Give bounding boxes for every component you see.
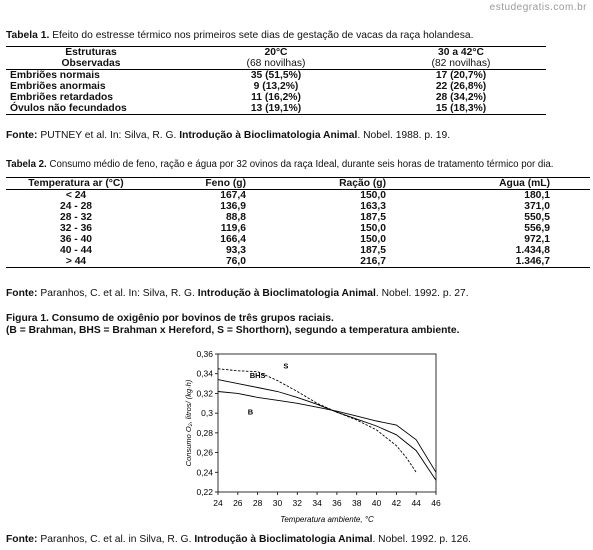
table-cell: 32 - 36 xyxy=(59,223,93,234)
table-cell: 150,0 xyxy=(360,223,386,234)
table-row xyxy=(6,223,590,234)
table-cell: 187,5 xyxy=(360,245,386,256)
table-row xyxy=(6,245,590,256)
table2-source: Fonte: Paranhos, C. et al. In: Silva, R. G. Introdução à Bioclimatologia Animal. Nobel. 1992. p. 27. xyxy=(6,288,469,299)
table-cell: 163,3 xyxy=(360,201,386,212)
series-line-b xyxy=(218,392,436,473)
table-cell: > 44 xyxy=(65,256,87,267)
table-cell: 28 - 32 xyxy=(59,212,93,223)
table2-header: Água (mL) xyxy=(386,178,590,190)
figure1-caption: Figura 1. Consumo de oxigênio por bovinos de três grupos raciais. (B = Brahman, BHS = Brahman x Hereford, S = Shorthorn), segundo a temperatura ambiente. xyxy=(6,313,460,336)
series-line-s xyxy=(218,369,416,473)
table1-header: Estruturas Observadas xyxy=(6,47,176,70)
table-cell: 1.346,7 xyxy=(515,256,550,267)
table2-header: Temperatura ar (°C) xyxy=(6,178,146,190)
series-label-b: B xyxy=(247,407,254,417)
table-cell: 180,1 xyxy=(524,190,550,201)
table1-caption xyxy=(6,30,473,41)
table-cell: Embriões retardados xyxy=(10,92,114,103)
table-cell: 11 (16,2%) xyxy=(251,92,301,103)
table-row xyxy=(6,103,546,115)
oxygen-consumption-chart xyxy=(180,346,450,534)
table-cell: 28 (34,2%) xyxy=(435,92,487,103)
y-tick-label: 0,28 xyxy=(196,427,213,438)
table2-label: Tabela 2. xyxy=(6,159,47,170)
table2-header: Ração (g) xyxy=(246,178,386,190)
x-tick-label: 38 xyxy=(351,498,362,508)
table-cell: 556,9 xyxy=(524,223,550,234)
table-cell: 136,9 xyxy=(220,201,246,212)
x-tick-label: 28 xyxy=(252,498,263,508)
y-tick-label: 0,3 xyxy=(201,408,213,419)
table-cell: 22 (26,8%) xyxy=(435,81,487,92)
x-tick-label: 40 xyxy=(371,498,382,508)
table2 xyxy=(6,177,590,268)
y-tick-label: 0,36 xyxy=(196,349,213,359)
table-cell: Embriões anormais xyxy=(10,81,106,92)
table-cell: 1.434,8 xyxy=(515,245,550,256)
x-tick-label: 36 xyxy=(332,498,342,508)
x-tick-label: 24 xyxy=(213,498,223,508)
table-cell: 972,1 xyxy=(524,234,550,245)
x-tick-label: 44 xyxy=(411,498,421,508)
table-cell: 166,4 xyxy=(220,234,246,245)
table1-header: 30 a 42°C (82 novilhas) xyxy=(376,47,546,70)
table-cell: 35 (51,5%) xyxy=(250,70,302,81)
table2-caption xyxy=(6,159,554,170)
table-cell: 88,8 xyxy=(225,212,246,223)
table-row xyxy=(6,81,546,92)
y-tick-label: 0,22 xyxy=(196,487,213,497)
y-tick-label: 0,32 xyxy=(196,388,213,399)
table-row xyxy=(6,201,590,212)
table1-label: Tabela 1. xyxy=(6,30,50,41)
x-tick-label: 46 xyxy=(431,498,441,508)
y-tick-label: 0,24 xyxy=(196,467,213,478)
series-label-bhs: BHS xyxy=(249,371,266,381)
y-tick-label: 0,34 xyxy=(196,368,213,379)
table-cell: 9 (13,2%) xyxy=(253,81,299,92)
figure1-source: Fonte: Paranhos, C. et al. in Silva, R. G. Introdução à Bioclimatologia Animal. Nobel. 1992. p. 126. xyxy=(6,534,471,545)
table-cell: 550,5 xyxy=(524,212,550,223)
site-watermark: estudegratis.com.br xyxy=(489,2,587,13)
table2-caption-text: Consumo médio de feno, ração e água por 32 ovinos da raça Ideal, durante seis horas de tratamento térmico por dia. xyxy=(49,159,554,170)
table-row xyxy=(6,256,590,268)
table-row xyxy=(6,212,590,223)
table-cell: 150,0 xyxy=(360,190,386,201)
table-cell: 15 (18,3%) xyxy=(435,103,487,114)
series-label-s: S xyxy=(283,361,289,371)
table2-header: Feno (g) xyxy=(146,178,246,190)
table-cell: 150,0 xyxy=(360,234,386,245)
table-row xyxy=(6,190,590,202)
table-cell: 187,5 xyxy=(360,212,386,223)
y-tick-label: 0,26 xyxy=(196,447,213,458)
table1-source: Fonte: PUTNEY et al. In: Silva, R. G. Introdução à Bioclimatologia Animal. Nobel. 1988. p. 19. xyxy=(6,130,451,141)
table-cell: 216,7 xyxy=(360,256,386,267)
table-cell: Embriões normais xyxy=(10,70,100,81)
table-cell: 371,0 xyxy=(524,201,550,212)
table-cell: Óvulos não fecundados xyxy=(10,103,127,114)
table-cell: 119,6 xyxy=(220,223,246,234)
table1 xyxy=(6,46,546,115)
table-cell: 76,0 xyxy=(225,256,246,267)
table-cell: 13 (19,1%) xyxy=(250,103,302,114)
y-axis-label: Consumo O₂, litros/ (kg·h) xyxy=(184,379,193,467)
x-tick-label: 26 xyxy=(233,498,243,508)
table-cell: 93,3 xyxy=(225,245,246,256)
table-row xyxy=(6,92,546,103)
table-row xyxy=(6,70,546,82)
table1-header: 20°C (68 novilhas) xyxy=(176,47,376,70)
table-cell: 40 - 44 xyxy=(59,245,93,256)
x-tick-label: 42 xyxy=(391,498,402,508)
table-cell: 17 (20,7%) xyxy=(435,70,487,81)
x-tick-label: 32 xyxy=(292,498,303,508)
x-tick-label: 30 xyxy=(272,498,283,508)
table-cell: 36 - 40 xyxy=(59,234,93,245)
table1-caption-text: Efeito do estresse térmico nos primeiros sete dias de gestação de vacas da raça holandesa. xyxy=(52,30,474,41)
table-cell: 167,4 xyxy=(220,190,246,201)
table-cell: < 24 xyxy=(65,190,87,201)
table-row xyxy=(6,234,590,245)
table-cell: 24 - 28 xyxy=(59,201,93,212)
x-tick-label: 34 xyxy=(312,498,322,508)
x-axis-label: Temperatura ambiente, °C xyxy=(280,515,374,524)
